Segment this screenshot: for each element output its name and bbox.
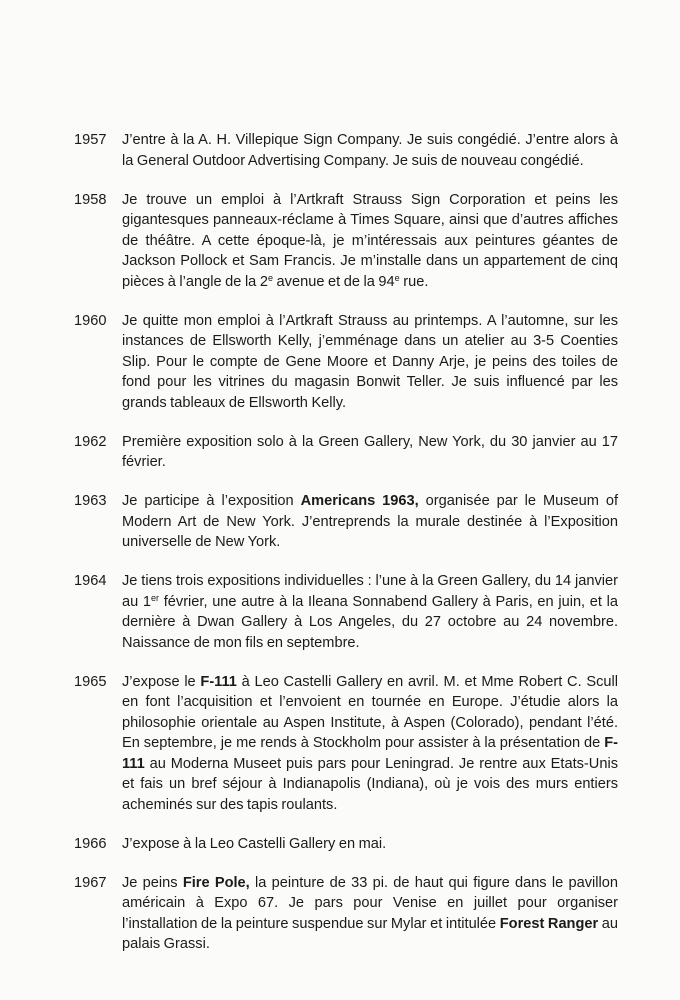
work-title: F-111 <box>200 673 237 690</box>
entry-text-run: Je tiens trois expositions individuelles : l’une à la Green Gallery, du 14 janvier au 1 <box>122 573 618 610</box>
chronology-entry <box>74 311 618 414</box>
entry-text-run: avenue et de la 94 <box>273 273 395 290</box>
work-title: Americans 1963, <box>300 493 419 509</box>
entry-text <box>122 873 618 955</box>
ordinal-superscript: e <box>267 272 273 283</box>
entry-year: 1963 <box>74 493 107 509</box>
entry-year: 1957 <box>74 132 107 148</box>
chronology-entry <box>74 834 618 855</box>
ordinal-superscript: e <box>394 272 400 283</box>
chronology-entry <box>74 672 618 816</box>
chronology-entry <box>74 571 618 653</box>
entry-text-run: Je peins <box>122 874 183 891</box>
work-title: Fire Pole, <box>182 874 250 891</box>
entry-year: 1962 <box>74 433 107 450</box>
entry-text-run: rue. <box>399 273 429 290</box>
chronology-entry <box>74 432 618 473</box>
chronology-list <box>74 130 618 973</box>
entry-text <box>122 130 618 171</box>
chronology-entry <box>74 491 618 553</box>
entry-text-run: Première exposition solo à la Green Gallery, New York, du 30 janvier au 17 février. <box>122 433 618 470</box>
entry-text <box>122 491 618 553</box>
entry-text <box>122 571 618 653</box>
chronology-entry <box>74 873 618 955</box>
entry-text-run: février, une autre à la Ileana Sonnabend Gallery à Paris, en juin, et la dernière à Dwan Gallery à Los Angeles, du 27 octobre au 24 novembre. Naissance de mon fils en septembre. <box>122 593 618 651</box>
entry-text-run: J’expose à la Leo Castelli Gallery en mai. <box>122 835 387 852</box>
work-title: F-111 <box>122 735 618 772</box>
entry-text-run: à Leo Castelli Gallery en avril. M. et Mme Robert C. Scull en font l’acquisition et l’envoient en tournée en Europe. J’étudie alors la philosophie orientale au Aspen Institute, à Aspen (Colorado), pendant l’été. En septembre, je me rends à Stockholm pour assister à la présentation de <box>122 673 618 751</box>
entry-text-run: la peinture de 33 pi. de haut qui figure dans le pavillon américain à Expo 67. Je pars pour Venise en juillet pour organiser l’installation de la peinture suspendue sur Mylar et intitulée <box>122 874 618 932</box>
entry-text <box>122 311 618 414</box>
chronology-entry <box>74 190 618 293</box>
entry-text-run: J’entre à la A. H. Villepique Sign Company. Je suis congédié. J’entre alors à la General Outdoor Advertising Company. Je suis de nouveau congédié. <box>122 132 618 169</box>
entry-year: 1960 <box>74 312 107 329</box>
entry-year: 1965 <box>74 673 107 690</box>
work-title: Forest Ranger <box>499 915 599 932</box>
entry-text-run: au palais Grassi. <box>122 915 618 952</box>
entry-text <box>122 834 618 855</box>
entry-year: 1967 <box>74 874 107 891</box>
entry-year: 1966 <box>74 835 107 852</box>
entry-text-run: Je trouve un emploi à l’Artkraft Strauss Sign Corporation et peins les gigantesques panneaux-réclame à Times Square, ainsi que d’autres affiches de théâtre. A cette époque-là, je m’intéressais aux peintures géantes de Jackson Pollock et Sam Francis. Je m’installe dans un appartement de cinq pièces à l’angle de la 2 <box>122 191 618 290</box>
entry-text-run: au Moderna Museet puis pars pour Leningrad. Je rentre aux Etats-Unis et fais un bref séjour à Indianapolis (Indiana), où je vois des murs entiers acheminés sur des tapis roulants. <box>122 755 618 813</box>
entry-year: 1958 <box>74 191 107 208</box>
entry-text-run: J’expose le <box>122 673 201 690</box>
entry-text-run: Je quitte mon emploi à l’Artkraft Strauss au printemps. A l’automne, sur les instances de Ellsworth Kelly, j’emménage dans un atelier au 3-5 Coenties Slip. Pour le compte de Gene Moore et Danny Arje, je peins des toiles de fond pour les vitrines du magasin Bonwit Teller. Je suis influencé par les grands tableaux de Ellsworth Kelly. <box>122 312 618 411</box>
entry-year: 1964 <box>74 573 107 589</box>
entry-text-run: Je participe à l’exposition <box>122 493 301 509</box>
entry-text <box>122 672 618 816</box>
entry-text <box>122 432 618 473</box>
entry-text <box>122 190 618 293</box>
entry-text-run: organisée par le Museum of Modern Art de New York. J’entreprends la murale destinée à l’Exposition universelle de New York. <box>122 493 618 550</box>
chronology-entry <box>74 130 618 171</box>
ordinal-superscript: er <box>151 592 160 603</box>
